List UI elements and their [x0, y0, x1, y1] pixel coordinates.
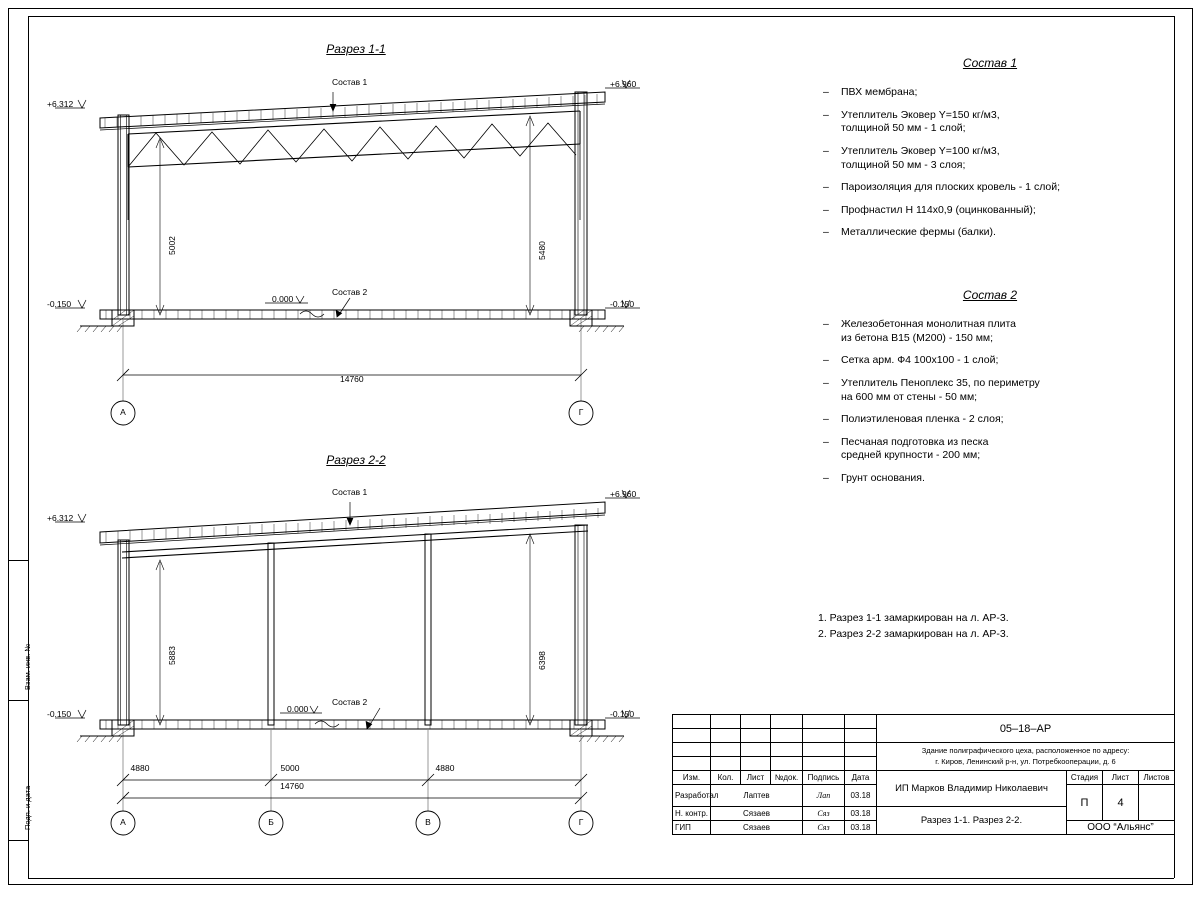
- stamp-row-date-2: 03.18: [845, 821, 877, 835]
- stamp-row-name-2: Сязаев: [711, 821, 803, 835]
- section1-dim-inner-left: 5002: [167, 236, 177, 255]
- stamp-label-sheets: Листов: [1139, 771, 1175, 785]
- list-item: – Металлические фермы (балки).: [815, 226, 1165, 240]
- section1-drawing: [60, 70, 680, 450]
- note-2: 2. Разрез 2-2 замаркирован на л. АР-3.: [818, 628, 1009, 641]
- stamp-label-sheet: Лист: [1103, 771, 1139, 785]
- section2-mark-right-top: +6.960: [610, 489, 637, 499]
- stamp-col-list: Лист: [741, 771, 771, 785]
- stamp-object-line1: Здание полиграфического цеха, расположенное по адресу:: [921, 746, 1130, 756]
- sostav2-title: Состав 2: [962, 288, 1018, 302]
- list-item: – Песчаная подготовка из песка средней крупности - 200 мм;: [815, 436, 1165, 463]
- section2-mark-left-top: +6.312: [47, 513, 74, 523]
- section1-dim-total: 14760: [340, 374, 364, 384]
- list-item: – Полиэтиленовая пленка - 2 слоя;: [815, 413, 1165, 427]
- note-1: 1. Разрез 1-1 замаркирован на л. АР-3.: [818, 612, 1009, 624]
- list-item: – Сетка арм. Ф4 100х100 - 1 слой;: [815, 354, 1165, 368]
- list-item: – Грунт основания.: [815, 472, 1165, 486]
- sostav2-block: [815, 288, 1165, 495]
- section2-dim-span2: 5000: [280, 763, 300, 773]
- sheet-border-right: [1192, 8, 1193, 885]
- section2-axis-Г: Г: [578, 817, 584, 827]
- stamp-col-podpis: Подпись: [803, 771, 845, 785]
- stamp-object: [877, 743, 1175, 771]
- stamp-col-data: Дата: [845, 771, 877, 785]
- notes-block: [818, 612, 1158, 641]
- stamp-row-name-1: Сязаев: [711, 807, 803, 821]
- stamp-sheet-value: 4: [1103, 785, 1139, 821]
- section2-axis-В: В: [425, 817, 431, 827]
- stamp-row-date-1: 03.18: [845, 807, 877, 821]
- section2-mark-zero: 0.000: [287, 704, 309, 714]
- section1-dim-inner-right: 5480: [537, 241, 547, 260]
- section2-dim-span3: 4880: [435, 763, 455, 773]
- list-item: – Профнастил Н 114х0,9 (оцинкованный);: [815, 204, 1165, 218]
- title-block: [672, 714, 1174, 835]
- side-stamp-label-2: Подп. и дата: [23, 785, 32, 830]
- stamp-row-sign-2: Сяз: [803, 821, 845, 835]
- section2-mark-right-bottom: -0.150: [610, 709, 635, 719]
- side-stamp-divider-3: [8, 840, 28, 841]
- list-item: – Утеплитель Эковер Y=100 кг/м3, толщиной 50 мм - 3 слоя;: [815, 145, 1165, 172]
- stamp-sheets-value: [1139, 785, 1175, 821]
- sostav1-block: [815, 56, 1165, 249]
- side-stamp-divider-1: [8, 560, 28, 561]
- sostav1-list: [815, 86, 1165, 240]
- stamp-object-line2: г. Киров, Ленинский р-н, ул. Потребкооперации, д. 6: [935, 756, 1116, 766]
- section1-mark-zero: 0.000: [272, 294, 294, 304]
- list-item: – ПВХ мембрана;: [815, 86, 1165, 100]
- section2-axis-Б: Б: [268, 817, 274, 827]
- section1-label-sostav2: Состав 2: [332, 287, 368, 297]
- section2-label-sostav2: Состав 2: [332, 697, 368, 707]
- stamp-row-date-0: 03.18: [845, 785, 877, 807]
- sheet-inner-border-bottom: [28, 878, 1174, 879]
- stamp-label-stage: Стадия: [1067, 771, 1103, 785]
- section2-mark-left-bottom: -0.150: [47, 709, 72, 719]
- stamp-col-ndok: №док.: [771, 771, 803, 785]
- section1-axis-А: А: [120, 407, 126, 417]
- stamp-row-role-2: ГИП: [673, 821, 711, 835]
- side-stamp-label-1: Взам. инв. №: [23, 643, 32, 690]
- stamp-drawing-title: Разрез 1-1. Разрез 2-2.: [877, 807, 1067, 835]
- section1-title: Разрез 1-1: [326, 42, 386, 56]
- section1-label-sostav1: Состав 1: [332, 77, 368, 87]
- section1-mark-left-bottom: -0.150: [47, 299, 72, 309]
- list-item: – Железобетонная монолитная плита из бетона В15 (М200) - 150 мм;: [815, 318, 1165, 345]
- stamp-row-sign-0: Лап: [803, 785, 845, 807]
- section1-mark-left-top: +6.312: [47, 99, 74, 109]
- stamp-stage-value: П: [1067, 785, 1103, 821]
- sheet-border-bottom: [8, 884, 1192, 885]
- section1-mark-right-bottom: -0.150: [610, 299, 635, 309]
- sheet-inner-border-top: [28, 16, 1174, 17]
- section1-mark-right-top: +6.960: [610, 79, 637, 89]
- stamp-col-kol: Кол.: [711, 771, 741, 785]
- sostav1-title: Состав 1: [962, 56, 1018, 70]
- sheet-border-left: [8, 8, 9, 885]
- section2-title: Разрез 2-2: [326, 453, 386, 467]
- stamp-customer: ИП Марков Владимир Николаевич: [877, 771, 1067, 807]
- list-item: – Утеплитель Эковер Y=150 кг/м3, толщиной 50 мм - 1 слой;: [815, 109, 1165, 136]
- section2-dim-inner-right: 6398: [537, 651, 547, 670]
- section1-axis-Г: Г: [578, 407, 584, 417]
- section2-axis-А: А: [120, 817, 126, 827]
- sheet-inner-border-left: [28, 16, 29, 878]
- section2-dim-total: 14760: [280, 781, 304, 791]
- section2-drawing: [60, 480, 680, 860]
- stamp-row-sign-1: Сяз: [803, 807, 845, 821]
- stamp-row-role-0: Разработал: [673, 785, 711, 807]
- section2-dim-span1: 4880: [130, 763, 150, 773]
- stamp-company: ООО “Альянс”: [1067, 821, 1175, 835]
- stamp-row-role-1: Н. контр.: [673, 807, 711, 821]
- list-item: – Утеплитель Пеноплекс 35, по периметру на 600 мм от стены - 50 мм;: [815, 377, 1165, 404]
- list-item: – Пароизоляция для плоских кровель - 1 слой;: [815, 181, 1165, 195]
- section2-dim-inner-left: 5883: [167, 646, 177, 665]
- side-stamp-divider-2: [8, 700, 28, 701]
- stamp-code: 05–18–АР: [877, 715, 1175, 743]
- sheet-border-top: [8, 8, 1192, 9]
- stamp-row-name-0: Лаптев: [711, 785, 803, 807]
- sostav2-list: [815, 318, 1165, 486]
- stamp-col-izm: Изм.: [673, 771, 711, 785]
- section2-label-sostav1: Состав 1: [332, 487, 368, 497]
